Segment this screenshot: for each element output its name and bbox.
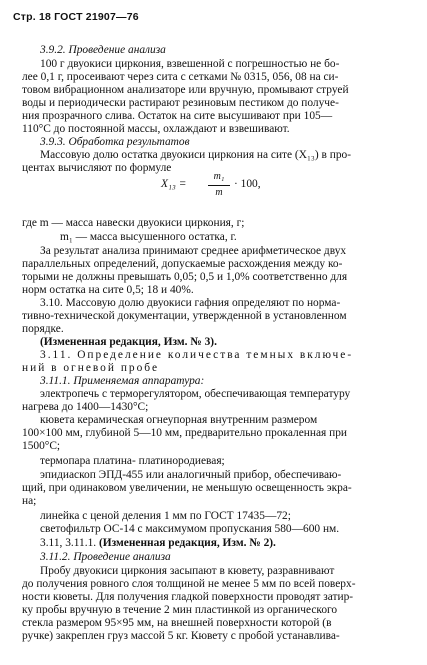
text-line: порядке.	[22, 323, 64, 335]
text-line: щий, при одинаковом увеличении, не меньшую освещенность экра-	[22, 482, 352, 494]
text-line: лее 0,1 г, просеивают через сита с сетками № 0315, 056, 08 на си-	[22, 71, 339, 83]
text-line: ния прозрачного слива. Остаток на сите высушивают при 105—	[22, 110, 333, 122]
text-line: За результат анализа принимают среднее арифметическое двух	[40, 245, 347, 257]
text-line: 100×100 мм, глубиной 5—10 мм, предварительно прокаленная при	[22, 427, 348, 439]
text-line: 3.9.3. Обработка результатов	[40, 136, 190, 148]
page-header: Стр. 18 ГОСТ 21907—76	[13, 11, 139, 23]
text-line: 3.11. Определение количества темных включе-	[40, 349, 354, 361]
formula-denominator: m	[215, 187, 223, 198]
fraction-bar	[208, 185, 230, 186]
text-line: 3.11.2. Проведение анализа	[40, 551, 171, 563]
text-line: нагрева до 1400—1430°C;	[22, 401, 149, 413]
text-line: центах вычисляют по формуле	[22, 162, 172, 174]
text-line: торыми не должны превышать 0,05; 0,5 и 1,0% соответственно для	[22, 271, 348, 283]
text-line: 3.11, 3.11.1. (Измененная редакция, Изм. № 2).	[40, 537, 276, 549]
text-line: (Измененная редакция, Изм. № 3).	[40, 336, 217, 348]
text-line: на;	[22, 495, 37, 507]
text-line: 3.10. Массовую долю двуокиси гафния определяют по норма-	[40, 297, 341, 309]
text-line: Массовую долю остатка двуокиси циркония на сите (X₁₃) в про-	[40, 149, 352, 161]
text-line: тивно-технической документации, утвержденной в установленном	[22, 310, 347, 322]
text-line: эпидиаскоп ЭПД-455 или аналогичный прибор, обеспечиваю-	[40, 469, 342, 481]
text-line: термопара платина- платинородиевая;	[40, 455, 225, 467]
text-line: ности кюветы. Для получения гладкой поверхности проводят затир-	[22, 591, 354, 603]
text-line: товом вибрационном анализаторе или вручную, промывают струей	[22, 84, 349, 96]
text-line: ручке) закреплен груз массой 5 кг. Кювету с пробой устанавлива-	[22, 630, 340, 642]
text-line: параллельных определений, допускаемые расхождения между ко-	[22, 258, 343, 270]
text-line: светофильтр ОС-14 с максимумом пропускания 580—600 нм.	[40, 523, 340, 535]
text-line: 1500°C;	[22, 440, 61, 452]
text-line: норм остатка на сите 0,5; 18 и 40%.	[22, 284, 194, 296]
formula-numerator: m₁	[213, 171, 225, 182]
text-line: ку пробы вручную в течение 2 мин пластинкой из органического	[22, 604, 338, 616]
text-line: электропечь с терморегулятором, обеспечивающая температуру	[40, 388, 351, 400]
text-line: кювета керамическая огнеупорная внутренним размером	[40, 414, 318, 426]
text-line: m₁ — масса высушенного остатка, г.	[60, 231, 237, 243]
text-line: Пробу двуокиси циркония засыпают в кювету, разравнивают	[40, 565, 335, 577]
text-line: до получения ровного слоя толщиной не менее 5 мм по всей поверх-	[22, 578, 356, 590]
text-line: 100 г двуокиси циркония, взвешенной с погрешностью не бо-	[40, 58, 340, 70]
text-line: 110°C до постоянной массы, охлаждают и взвешивают.	[22, 123, 290, 135]
text-line: где m — масса навески двуокиси циркония, г;	[22, 217, 245, 229]
text-line: стекла размером 95×95 мм, на внешней поверхности которой (в	[22, 617, 332, 629]
text-line: линейка с ценой деления 1 мм по ГОСТ 17435—72;	[40, 510, 291, 522]
text-line: воды и периодически растирают резиновым пестиком до получе-	[22, 97, 339, 109]
text-line: ний в огневой пробе	[22, 362, 160, 374]
formula-rhs: · 100,	[234, 178, 261, 190]
formula-lhs: X₁₃ =	[161, 178, 187, 190]
text-line: 3.11.1. Применяемая аппаратура:	[40, 375, 205, 387]
text-line: 3.9.2. Проведение анализа	[40, 44, 166, 56]
